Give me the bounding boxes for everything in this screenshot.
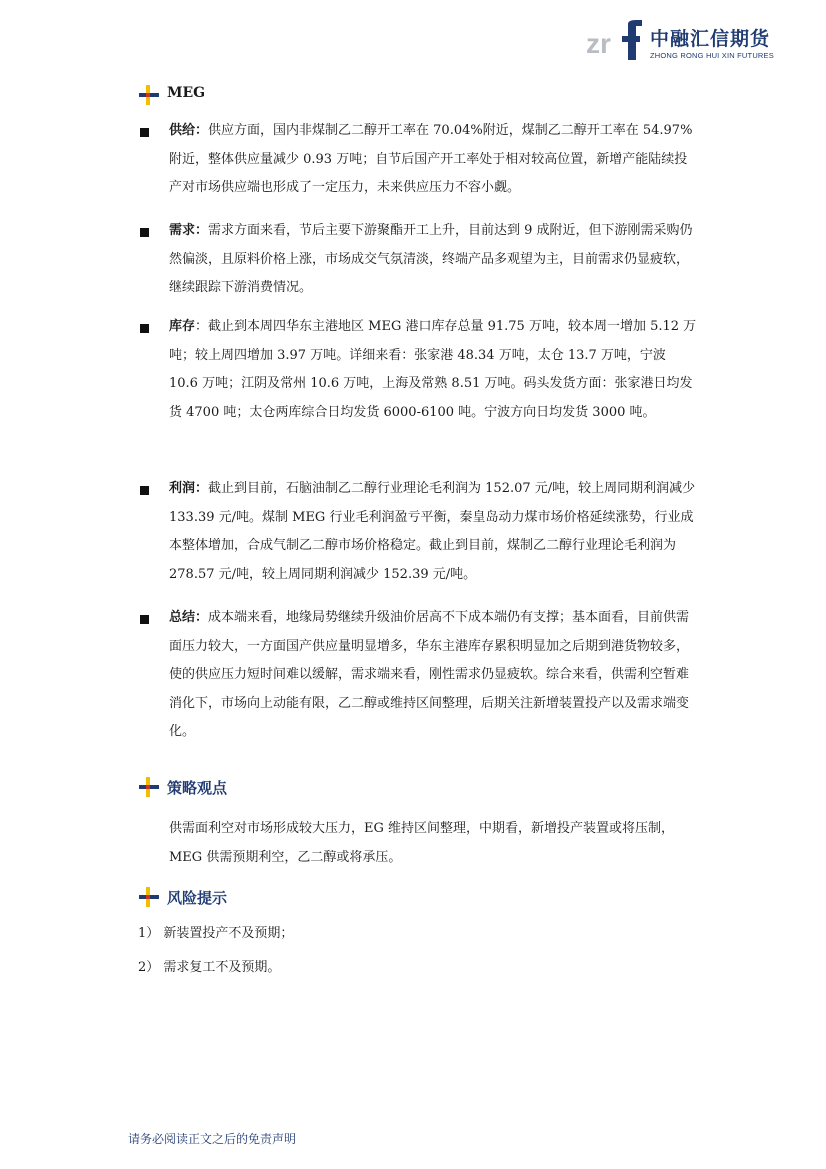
bullet-square-icon <box>140 228 149 237</box>
section-title: MEG <box>167 85 206 101</box>
section-title: 策略观点 <box>167 779 228 797</box>
paragraph-supply <box>169 117 697 203</box>
paragraph-label: 需求： <box>169 223 209 238</box>
paragraph-text: 成本端来看，地缘局势继续升级油价居高不下成本端仍有支撑；基本面看，目前供需面压力较大，一方面国产供应量明显增多，华东主港库存累积明显加之后期到港货物较多，使的供应压力短时间难以缓解，需求端来看，刚性需求仍显疲软。综合来看，供需利空暂难消化下，市场向上动能有限，乙二醇或维持区间整理，后期关注新增装置投产以及需求端变化。 <box>169 610 690 740</box>
paragraph-text: 供应方面，国内非煤制乙二醇开工率在 70.04%附近，煤制乙二醇开工率在 54.97%附近，整体供应量减少 0.93 万吨；自节后国产开工率处于相对较高位置，新增产能陆续投产对市场供应端也形成了一定压力，未来供应压力不容小觑。 <box>169 123 693 196</box>
bullet-square-icon <box>140 128 149 137</box>
section-marker-icon <box>139 777 159 797</box>
svg-text:zr: zr <box>586 28 611 59</box>
paragraph-label: 总结： <box>169 610 209 625</box>
paragraph-profit <box>169 475 697 589</box>
paragraph-label: 供给： <box>169 123 209 138</box>
bullet-square-icon <box>140 486 149 495</box>
bullet-square-icon <box>140 615 149 624</box>
paragraph-label: 利润： <box>169 481 209 496</box>
paragraph-text: 截止到目前，石脑油制乙二醇行业理论毛利润为 152.07 元/吨，较上周同期利润减少 133.39 元/吨。煤制 MEG 行业毛利润盈亏平衡，秦皇岛动力煤市场价格延续涨势，行业成本整体增加，合成气制乙二醇市场价格稳定。截止到目前，煤制乙二醇行业理论毛利润为 278.57 元/吨，较上周同期利润减少 152.39 元/吨。 <box>169 481 696 582</box>
risk-item: 2） 需求复工不及预期。 <box>138 960 281 975</box>
bullet-square-icon <box>140 324 149 333</box>
disclaimer-note: 请务必阅读正文之后的免责声明 <box>128 1132 297 1146</box>
paragraph-demand <box>169 217 697 303</box>
paragraph-text: 需求方面来看，节后主要下游聚酯开工上升，目前达到 9 成附近，但下游刚需采购仍然偏淡，且原料价格上涨，市场成交气氛清淡，终端产品多观望为主，目前需求仍显疲软，继续跟踪下游消费情况。 <box>169 223 693 296</box>
zrf-logo-icon <box>584 20 644 64</box>
section-marker-icon <box>139 85 159 105</box>
paragraph-inventory <box>169 313 697 427</box>
section-title: 风险提示 <box>167 889 228 907</box>
risk-item: 1） 新装置投产不及预期； <box>138 926 294 941</box>
paragraph-label: 库存 <box>169 319 196 334</box>
logo-chinese-name: 中融汇信期货 <box>650 28 771 50</box>
paragraph-text: ：截止到本周四华东主港地区 MEG 港口库存总量 91.75 万吨，较本周一增加 5.12 万吨；较上周四增加 3.97 万吨。详细来看：张家港 48.34 万吨，太仓 13.7 万吨，宁波 10.6 万吨；江阴及常州 10.6 万吨，上海及常熟 8.51 万吨。码头发货方面：张家港日均发货 4700 吨；太仓两库综合日均发货 6000-6100 吨。宁波方向日均发货 3000 吨。 <box>169 319 697 420</box>
paragraph-summary <box>169 604 697 747</box>
logo-english-name: ZHONG RONG HUI XIN FUTURES <box>650 51 774 60</box>
company-logo <box>584 20 784 64</box>
strategy-text: 供需面利空对市场形成较大压力，EG 维持区间整理，中期看，新增投产装置或将压制，MEG 供需预期利空，乙二醇或将承压。 <box>169 821 675 865</box>
section-marker-icon <box>139 887 159 907</box>
